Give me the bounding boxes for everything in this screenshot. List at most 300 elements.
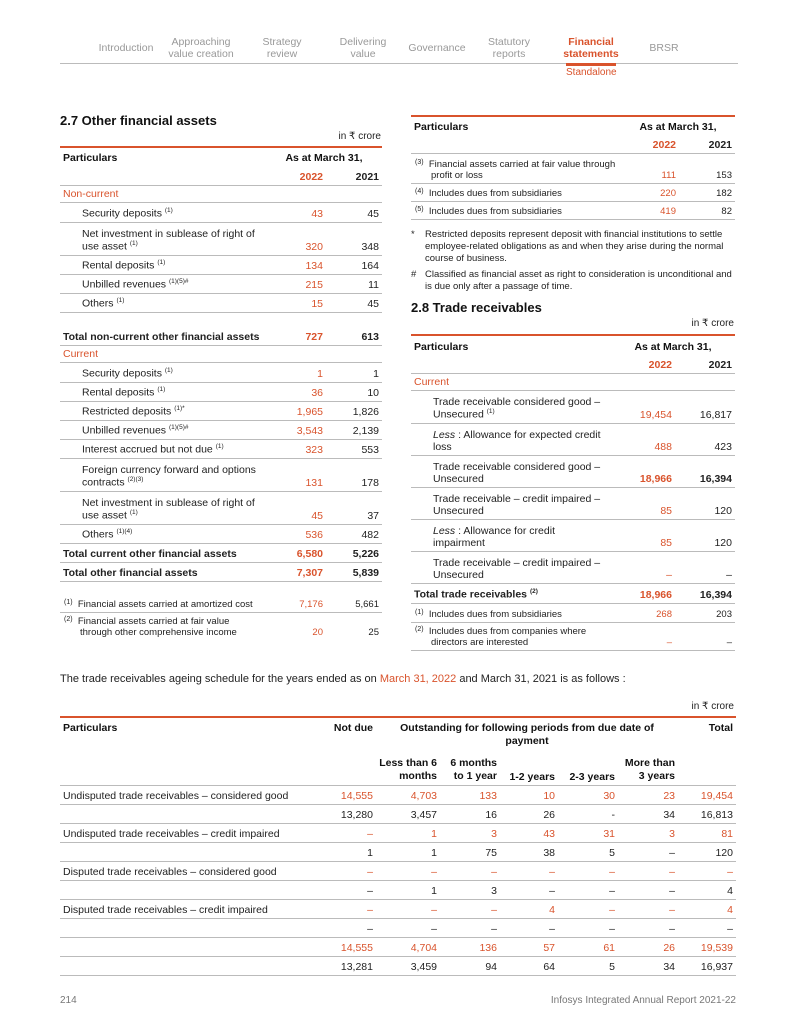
value-2021: 178 — [326, 458, 382, 491]
ageing-value: – — [322, 861, 376, 880]
row-label: Trade receivable – credit impaired – Unsecured — [433, 556, 601, 581]
subheader-2-3y: 2-3 years — [558, 751, 618, 785]
row-label — [60, 937, 322, 956]
note-text: Restricted deposits represent deposit with financial institutions to settle employee-related obligations as and when they arise during the normal course of business. — [425, 229, 724, 264]
ageing-value: 13,280 — [322, 804, 376, 823]
ageing-value: 4 — [678, 880, 736, 899]
ageing-intro-paragraph — [60, 673, 626, 685]
ageing-value: 26 — [500, 804, 558, 823]
ageing-value: – — [376, 861, 440, 880]
ageing-value: 4,703 — [376, 785, 440, 804]
table-row — [60, 458, 382, 491]
note-symbol: # — [411, 269, 417, 280]
row-label — [60, 842, 322, 861]
footnote-mark: (2) — [64, 616, 73, 623]
subheader-6m-1y: 6 months to 1 year — [440, 751, 500, 785]
nav-statutory-reports[interactable] — [488, 36, 530, 60]
value-2021: 423 — [675, 423, 735, 455]
other-financial-assets-continued-table — [411, 115, 735, 220]
footnote-row — [411, 183, 735, 201]
row-label: Interest accrued but not due — [82, 443, 213, 456]
row-label: Rental deposits — [82, 259, 155, 272]
value-2021: 16,817 — [675, 390, 735, 423]
note-item — [411, 229, 737, 265]
value-2022: 36 — [266, 382, 326, 401]
ageing-value: 38 — [500, 842, 558, 861]
footnote-mark: (1) — [415, 608, 424, 616]
value-2021: 613 — [326, 312, 382, 345]
row-label: Unbilled revenues — [82, 278, 167, 291]
value-2022: 1 — [266, 362, 326, 382]
footnote-ref: (1) — [129, 509, 138, 516]
nav-label: Introduction — [98, 42, 154, 54]
nav-financial-statements[interactable] — [563, 36, 618, 60]
row-label: Others — [82, 528, 114, 541]
subheader-1-2y: 1-2 years — [500, 751, 558, 785]
value-2021: 553 — [326, 439, 382, 458]
nav-label: Strategy — [262, 36, 302, 48]
ageing-value: 120 — [678, 842, 736, 861]
value-2021: 82 — [679, 201, 735, 219]
ageing-value: 34 — [618, 956, 678, 975]
footnote-row — [411, 201, 735, 219]
ageing-value: 16 — [440, 804, 500, 823]
footnote-row — [411, 153, 735, 183]
footnote-ref: (1) — [486, 408, 495, 415]
nav-strategy-review[interactable] — [262, 36, 301, 60]
row-label: Security deposits — [82, 367, 162, 380]
value-2022: 488 — [611, 423, 675, 455]
ageing-value: 16,813 — [678, 804, 736, 823]
header-particulars: Particulars — [414, 341, 469, 353]
value-2021: 11 — [326, 274, 382, 293]
ageing-value: – — [322, 918, 376, 937]
header-year-2022: 2022 — [611, 355, 675, 373]
footnote-ref: (1) — [157, 259, 166, 266]
less-label: Less — [433, 524, 456, 537]
ageing-row-2021 — [60, 842, 736, 861]
table-row — [60, 524, 382, 543]
ageing-value: 19,454 — [678, 785, 736, 804]
ageing-value: 43 — [500, 823, 558, 842]
ageing-value: – — [618, 918, 678, 937]
unit-label: in ₹ crore — [691, 318, 734, 329]
footnote-ref: (1) — [164, 207, 173, 214]
value-2022: 323 — [266, 439, 326, 458]
header-as-at: As at March 31, — [634, 341, 712, 353]
nav-approaching-value-creation[interactable] — [168, 36, 233, 60]
ageing-value: 13,281 — [322, 956, 376, 975]
ageing-value: – — [618, 842, 678, 861]
ageing-row-2021 — [60, 804, 736, 823]
table-row — [60, 362, 382, 382]
nav-label: reports — [492, 48, 526, 60]
ageing-value: – — [500, 861, 558, 880]
footnote-label: Financial assets carried at amortized cost — [77, 598, 253, 610]
ageing-value: 31 — [558, 823, 618, 842]
row-label: Restricted deposits — [82, 405, 172, 418]
ageing-value: 57 — [500, 937, 558, 956]
footnote-ref: (1)(4) — [116, 528, 133, 535]
ageing-row-2021 — [60, 880, 736, 899]
row-label: Security deposits — [82, 207, 162, 220]
table-row — [60, 274, 382, 293]
table-row — [60, 491, 382, 524]
para-text: and March 31, 2021 is as follows : — [456, 673, 626, 685]
row-label — [60, 918, 322, 937]
nav-label: Approaching — [171, 36, 231, 48]
header-particulars: Particulars — [63, 722, 118, 734]
row-label: Rental deposits — [82, 386, 155, 399]
value-2022: 19,454 — [611, 390, 675, 423]
ageing-schedule-table — [60, 716, 736, 976]
footnote-mark: (5) — [415, 205, 424, 213]
ageing-value: – — [618, 899, 678, 918]
footnote-row — [411, 603, 735, 622]
value-2022: 15 — [266, 293, 326, 312]
section-title-2-8: 2.8 Trade receivables — [411, 300, 542, 315]
value-2022: 268 — [611, 603, 675, 622]
value-2022: 43 — [266, 202, 326, 222]
header-not-due: Not due — [333, 722, 373, 734]
ageing-value: 34 — [618, 804, 678, 823]
value-2022: – — [611, 551, 675, 583]
nav-active-indicator — [566, 63, 616, 66]
row-label: Net investment in sublease of right of use asset — [82, 228, 255, 253]
header-as-at: As at March 31, — [639, 121, 717, 133]
value-2021: 164 — [326, 255, 382, 274]
subheader-more-than-3y: More than 3 years — [618, 751, 678, 785]
row-label — [60, 880, 322, 899]
row-label: Net investment in sublease of right of use asset — [82, 497, 255, 522]
header-particulars: Particulars — [414, 121, 469, 133]
ageing-value: – — [440, 861, 500, 880]
row-label: Disputed trade receivables – credit impaired — [60, 899, 322, 918]
nav-label: BRSR — [649, 42, 679, 54]
total-row — [411, 583, 735, 603]
ageing-value: 16,937 — [678, 956, 736, 975]
footnote-mark: (1) — [64, 598, 73, 606]
row-label: : Allowance for expected credit loss — [433, 428, 601, 453]
ageing-value: – — [500, 918, 558, 937]
footnote-row — [60, 581, 382, 612]
value-2021: 37 — [326, 491, 382, 524]
ageing-value: 3 — [618, 823, 678, 842]
header-year-2021: 2021 — [679, 135, 735, 153]
row-label: Total current other financial assets — [60, 543, 266, 562]
table-row — [411, 519, 735, 551]
row-label: Others — [82, 297, 114, 310]
total-row — [60, 562, 382, 581]
value-2021: 348 — [326, 222, 382, 255]
nav-label: Delivering — [339, 36, 387, 48]
ageing-value: 64 — [500, 956, 558, 975]
footnote-row — [60, 612, 382, 640]
value-2022: 20 — [312, 627, 323, 638]
value-2022: 18,966 — [611, 583, 675, 603]
value-2021: 2,139 — [326, 420, 382, 439]
ageing-value: – — [618, 880, 678, 899]
value-2022: 3,543 — [266, 420, 326, 439]
unit-label: in ₹ crore — [691, 701, 734, 712]
ageing-value: 5 — [558, 956, 618, 975]
row-label: Trade receivable considered good – Unsecured — [433, 460, 601, 485]
para-text: The trade receivables ageing schedule for the years ended as on — [60, 673, 380, 685]
value-2022: 131 — [266, 458, 326, 491]
nav-label: review — [266, 48, 298, 60]
row-label: Undisputed trade receivables – considered good — [60, 785, 322, 804]
value-2021: 182 — [679, 183, 735, 201]
ageing-value: – — [440, 899, 500, 918]
row-label: Total trade receivables — [414, 588, 528, 601]
total-row — [60, 312, 382, 345]
ageing-value: – — [376, 918, 440, 937]
nav-introduction[interactable] — [99, 42, 154, 54]
ageing-value: 19,539 — [678, 937, 736, 956]
ageing-value: 3,457 — [376, 804, 440, 823]
footnote-ref: (1) — [129, 240, 138, 247]
table-row — [411, 455, 735, 487]
ageing-value: 23 — [618, 785, 678, 804]
ageing-row-2021 — [60, 918, 736, 937]
ageing-value: 136 — [440, 937, 500, 956]
row-label: Undisputed trade receivables – credit impaired — [60, 823, 322, 842]
unit-label: in ₹ crore — [338, 131, 381, 142]
ageing-value: 4 — [678, 899, 736, 918]
ageing-value: 26 — [618, 937, 678, 956]
less-label: Less — [433, 428, 456, 441]
ageing-value: 4 — [500, 899, 558, 918]
header-total: Total — [708, 722, 733, 734]
header-year-2021: 2021 — [675, 355, 735, 373]
table-row — [411, 423, 735, 455]
value-2021: 45 — [326, 293, 382, 312]
value-2021: 5,661 — [326, 581, 382, 612]
section-nav — [60, 30, 738, 64]
nav-label: statements — [563, 48, 619, 60]
ageing-row-2022 — [60, 785, 736, 804]
ageing-value: 133 — [440, 785, 500, 804]
footnote-label: Includes dues from companies where directors are interested — [428, 625, 587, 648]
ageing-row-2022 — [60, 899, 736, 918]
ageing-value: 94 — [440, 956, 500, 975]
row-label: Trade receivable considered good – Unsecured — [433, 396, 601, 421]
value-2021: 10 — [326, 382, 382, 401]
value-2022: 45 — [266, 491, 326, 524]
footnote-ref: (1) — [215, 443, 224, 450]
ageing-row-2022 — [60, 937, 736, 956]
footnote-mark: (2) — [415, 625, 424, 633]
footnote-ref: (1) — [164, 367, 173, 374]
value-2022: 7,176 — [266, 581, 326, 612]
table-row — [411, 487, 735, 519]
value-2021: 120 — [675, 519, 735, 551]
nav-governance[interactable] — [408, 42, 465, 54]
value-2022: 111 — [621, 153, 679, 183]
header-outstanding: Outstanding for following periods from due date of payment — [400, 722, 654, 747]
footnote-label: Financial assets carried at fair value through other comprehensive income — [77, 616, 237, 638]
ageing-value: 30 — [558, 785, 618, 804]
value-2022: 1,965 — [266, 401, 326, 420]
value-2022: – — [611, 622, 675, 650]
table-row — [60, 255, 382, 274]
value-2022: 536 — [266, 524, 326, 543]
row-label: Total other financial assets — [60, 562, 266, 581]
value-2021: 203 — [675, 603, 735, 622]
ageing-value: 5 — [558, 842, 618, 861]
footnote-label: Includes dues from subsidiaries — [428, 205, 562, 217]
ageing-value: 75 — [440, 842, 500, 861]
ageing-value: – — [678, 918, 736, 937]
nav-label: value creation — [168, 48, 234, 60]
value-2022: 7,307 — [266, 562, 326, 581]
nav-label: value — [350, 48, 376, 60]
footnote-mark: (3) — [415, 158, 424, 166]
ageing-value: 14,555 — [322, 937, 376, 956]
report-title: Infosys Integrated Annual Report 2021-22 — [550, 995, 736, 1006]
total-row — [60, 543, 382, 562]
ageing-value: – — [678, 861, 736, 880]
footnote-label: Includes dues from subsidiaries — [428, 187, 562, 199]
ageing-value: 3 — [440, 823, 500, 842]
ageing-value: – — [558, 899, 618, 918]
footnote-row — [411, 622, 735, 650]
footnote-ref: (1) — [157, 386, 166, 393]
ageing-value: – — [376, 899, 440, 918]
table-row — [60, 439, 382, 458]
page-number: 214 — [60, 995, 77, 1006]
value-2022: 220 — [621, 183, 679, 201]
value-2021: 5,226 — [326, 543, 382, 562]
value-2021: 16,394 — [675, 455, 735, 487]
row-label: Disputed trade receivables – considered good — [60, 861, 322, 880]
footnote-ref: (1)* — [174, 405, 185, 412]
header-year-2022: 2022 — [266, 166, 326, 185]
header-particulars: Particulars — [63, 152, 118, 164]
value-2021: – — [675, 622, 735, 650]
row-label: Total non-current other financial assets — [60, 312, 266, 345]
ageing-value: – — [618, 861, 678, 880]
value-2021: 5,839 — [326, 562, 382, 581]
ageing-value: - — [558, 804, 618, 823]
note-text: Classified as financial asset as right to consideration is unconditional and is due only after a passage of time. — [425, 269, 732, 292]
header-year-2021: 2021 — [326, 166, 382, 185]
table-row — [60, 202, 382, 222]
ageing-row-2022 — [60, 823, 736, 842]
value-2022: 320 — [266, 222, 326, 255]
row-label: Unbilled revenues — [82, 424, 167, 437]
value-2021: 16,394 — [675, 583, 735, 603]
value-2021: 153 — [679, 153, 735, 183]
nav-label: Financial — [568, 36, 614, 48]
table-row — [411, 551, 735, 583]
footnote-ref: (1)(5)# — [168, 424, 189, 431]
para-highlight: March 31, 2022 — [379, 673, 457, 685]
value-2022: 134 — [266, 255, 326, 274]
ageing-value: – — [322, 899, 376, 918]
ageing-value: 1 — [376, 842, 440, 861]
ageing-value: 1 — [376, 823, 440, 842]
section-title-2-7: 2.7 Other financial assets — [60, 113, 217, 128]
row-label — [60, 804, 322, 823]
row-label: Foreign currency forward and options contracts — [82, 464, 256, 489]
value-2021: 1,826 — [326, 401, 382, 420]
ageing-value: 81 — [678, 823, 736, 842]
ageing-value: 3,459 — [376, 956, 440, 975]
note-symbol: * — [411, 229, 415, 240]
value-2022: 85 — [611, 487, 675, 519]
value-2022: 727 — [266, 312, 326, 345]
ageing-value: – — [322, 880, 376, 899]
footnote-mark: (4) — [415, 187, 424, 195]
value-2021: 1 — [326, 362, 382, 382]
ageing-value: – — [440, 918, 500, 937]
value-2021: 120 — [675, 487, 735, 519]
table-row — [60, 382, 382, 401]
table-row — [60, 420, 382, 439]
footnote-ref: (1) — [116, 297, 125, 304]
value-2022: 85 — [611, 519, 675, 551]
table-row — [60, 222, 382, 255]
footnote-ref: (1)(5)# — [168, 278, 189, 285]
explanatory-notes — [411, 229, 737, 297]
nav-sub-standalone[interactable]: Standalone — [566, 67, 617, 78]
ageing-row-2022 — [60, 861, 736, 880]
header-as-at: As at March 31, — [285, 152, 363, 164]
footnote-label: Financial assets carried at fair value through profit or loss — [428, 158, 616, 181]
value-2021: 482 — [326, 524, 382, 543]
note-item — [411, 269, 737, 293]
ageing-row-2021 — [60, 956, 736, 975]
section-label-current: Current — [60, 345, 382, 362]
row-label — [60, 956, 322, 975]
nav-delivering-value[interactable] — [340, 36, 387, 60]
value-2021: 45 — [326, 202, 382, 222]
footnote-label: Includes dues from subsidiaries — [428, 608, 562, 620]
ageing-value: 4,704 — [376, 937, 440, 956]
value-2022: 18,966 — [611, 455, 675, 487]
ageing-value: 1 — [322, 842, 376, 861]
value-2021: 25 — [368, 627, 379, 638]
ageing-value: – — [558, 918, 618, 937]
value-2022: 6,580 — [266, 543, 326, 562]
ageing-value: 3 — [440, 880, 500, 899]
footnote-ref: (2)(3) — [127, 476, 144, 483]
row-label: : Allowance for credit impairment — [433, 524, 555, 549]
ageing-value: – — [558, 861, 618, 880]
table-row — [60, 401, 382, 420]
nav-label: Statutory — [487, 36, 531, 48]
header-year-2022: 2022 — [621, 135, 679, 153]
other-financial-assets-table — [60, 146, 382, 640]
value-2021: – — [675, 551, 735, 583]
value-2022: 419 — [621, 201, 679, 219]
ageing-value: – — [322, 823, 376, 842]
ageing-value: – — [558, 880, 618, 899]
row-label: Trade receivable – credit impaired – Unsecured — [433, 492, 601, 517]
subheader-less-than-6m: Less than 6 months — [376, 751, 440, 785]
table-row — [60, 293, 382, 312]
ageing-value: 61 — [558, 937, 618, 956]
nav-label: Governance — [408, 42, 466, 54]
ageing-value: 10 — [500, 785, 558, 804]
ageing-value: 14,555 — [322, 785, 376, 804]
section-label-noncurrent: Non-current — [60, 185, 382, 202]
nav-brsr[interactable] — [649, 42, 678, 54]
ageing-value: – — [500, 880, 558, 899]
section-label-current: Current — [411, 373, 735, 390]
footnote-ref: (2) — [529, 588, 538, 595]
